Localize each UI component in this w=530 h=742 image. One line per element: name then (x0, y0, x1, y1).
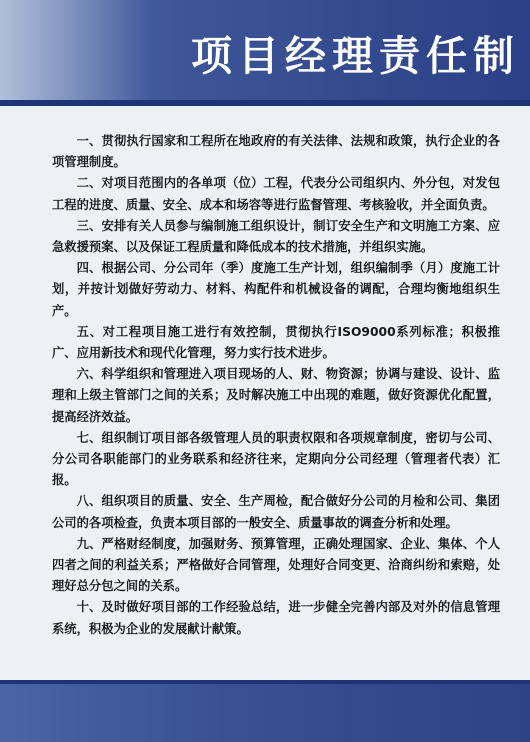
footer-divider (0, 680, 530, 684)
footer-banner (0, 680, 530, 742)
clause-5: 五、对工程项目施工进行有效控制，贯彻执行ISO9000系列标准；积极推广、应用新技术和现代化管理，努力实行技术进步。 (52, 324, 500, 361)
page-title: 项目经理责任制 (191, 32, 520, 80)
clause-3: 三、安排有关人员参与编制施工组织设计，制订安全生产和文明施工方案、应急救援预案、以及保证工程质量和降低成本的技术措施，并组织实施。 (52, 218, 500, 255)
clause-6: 六、科学组织和管理进入项目现场的人、财、物资源；协调与建设、设计、监理和上级主管部门之间的关系；及时解决施工中出现的难题，做好资源优化配置，提高经济效益。 (52, 367, 500, 424)
header-divider (0, 100, 530, 106)
clause-8: 八、组织项目的质量、安全、生产周检，配合做好分公司的月检和公司、集团公司的各项检查，负责本项目部的一般安全、质量事故的调查分析和处理。 (52, 494, 500, 530)
clause-9: 九、严格财经制度，加强财务、预算管理，正确处理国家、企业、集体、个人四者之间的利益关系；严格做好合同管理，处理好合同变更、洽商纠纷和索赔，处理好总分包之间的关系。 (52, 536, 500, 594)
clause-10: 十、及时做好项目部的工作经验总结，进一步健全完善内部及对外的信息管理系统，积极为企业的发展献计献策。 (52, 600, 500, 636)
clause-1: 一、贯彻执行国家和工程所在地政府的有关法律、法规和政策，执行企业的各项管理制度。 (52, 134, 500, 170)
header-banner (0, 0, 530, 106)
clause-7: 七、组织制订项目部各级管理人员的职责权限和各项规章制度，密切与公司、分公司各职能部门的业务联系和经济往来，定期向分公司经理（管理者代表）汇报。 (52, 430, 500, 488)
clause-list (52, 131, 500, 640)
clause-4: 四、根据公司、分公司年（季）度施工生产计划，组织编制季（月）度施工计划，并按计划做好劳动力、材料、构配件和机械设备的调配，合理均衡地组织生产。 (52, 261, 500, 318)
clause-2: 二、对项目范围内的各单项（位）工程，代表分公司组织内、外分包，对发包工程的进度、质量、安全、成本和场容等进行监督管理、考核验收，并全面负责。 (52, 176, 500, 212)
